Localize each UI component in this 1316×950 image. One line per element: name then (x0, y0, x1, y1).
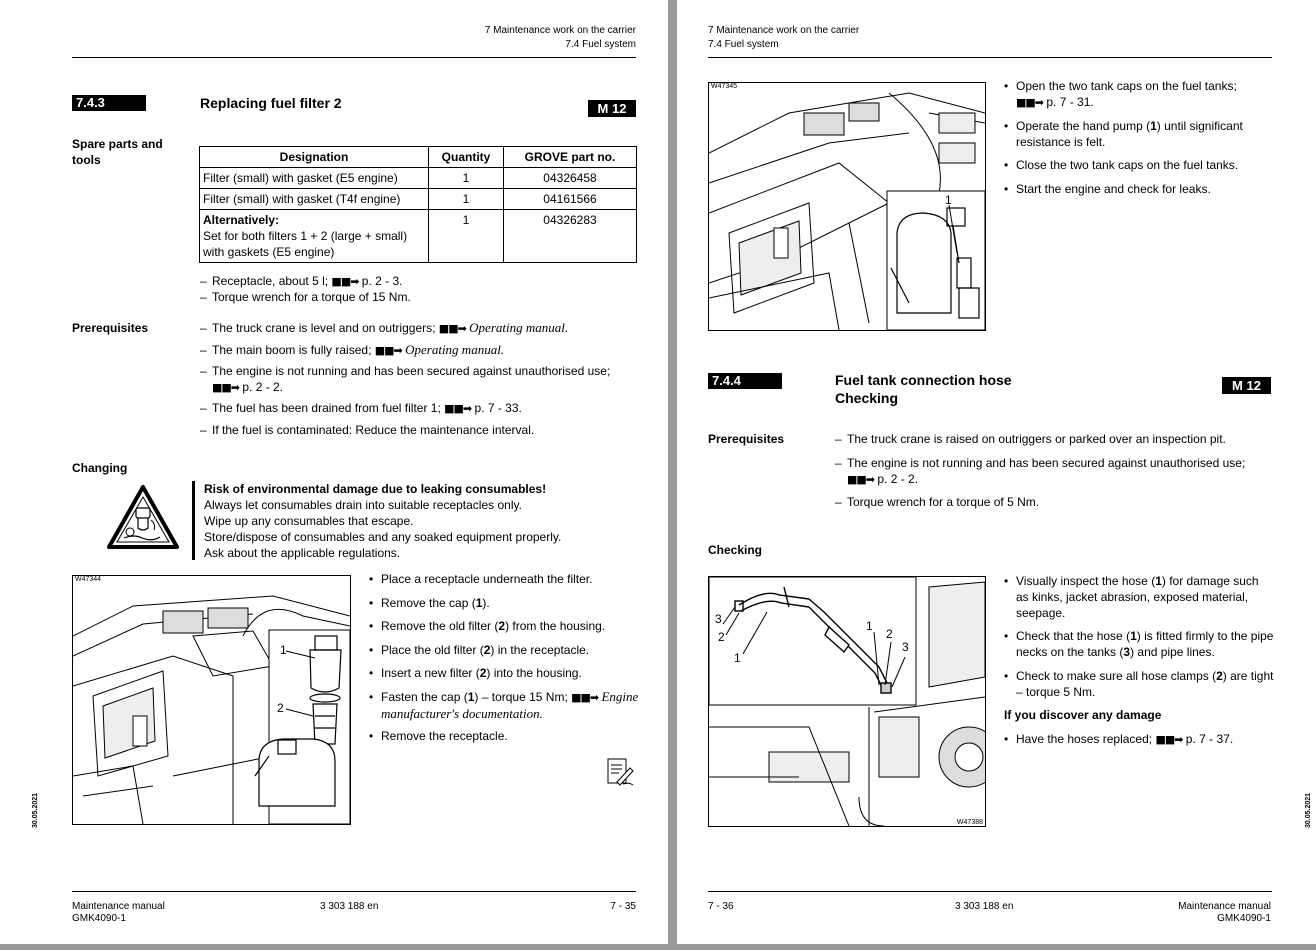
step-item (1004, 78, 1274, 111)
print-date: 30.05.2021 (1305, 792, 1312, 828)
step-item (1004, 628, 1274, 660)
checking-label: Checking (708, 543, 763, 557)
maintenance-interval-badge: M 12 (1222, 377, 1271, 394)
header-section: 7.4 Fuel system (708, 39, 779, 50)
header-rule (72, 57, 636, 58)
warning-title: Risk of environmental damage due to leaking consumables! (204, 482, 547, 496)
notes-icon (605, 756, 635, 788)
figure-id: W47345 (711, 83, 738, 90)
step-item (1004, 181, 1274, 197)
step-item (1004, 573, 1274, 621)
step-text: Fasten the cap ( (381, 690, 468, 704)
table-cell: 04326458 (504, 168, 637, 189)
header-chapter: 7 Maintenance work on the carrier (484, 25, 636, 36)
part-number: 1 (475, 596, 483, 610)
section-title-line: Fuel tank connection hose (835, 372, 1012, 388)
step-item (369, 728, 639, 744)
prerequisite-text: The engine is not running and has been secured against unauthorised use; (212, 364, 611, 378)
footer-rule (72, 891, 636, 892)
warning-bar (192, 481, 195, 560)
document-reference-link[interactable]: Operating manual. (405, 342, 505, 357)
page-header (485, 24, 636, 52)
footer-page-number: 7 - 35 (610, 901, 636, 912)
step-text: Open the two tank caps on the fuel tanks; (1016, 79, 1237, 93)
table-row (200, 189, 637, 210)
prerequisite-text: Torque wrench for a torque of 5 Nm. (847, 495, 1040, 509)
table-cell: 04326283 (504, 210, 637, 263)
footer-manual (1178, 901, 1271, 925)
step-text: Place the old filter ( (381, 643, 484, 657)
prerequisite-text: The truck crane is level and on outriggers; (212, 321, 436, 335)
page-reference-link[interactable]: p. 2 - 2. (877, 472, 919, 486)
step-text: Remove the old filter ( (381, 619, 499, 633)
callout-label: 3 (715, 612, 722, 626)
tool-item (200, 289, 640, 305)
hose-illustration (709, 577, 985, 826)
section-number: 7.4.4 (708, 373, 782, 389)
step-item (369, 665, 639, 681)
step-text: Visually inspect the hose ( (1016, 574, 1156, 588)
section-title (835, 371, 1012, 407)
step-item (369, 571, 639, 587)
step-item (1004, 731, 1274, 748)
part-number: 2 (483, 643, 491, 657)
step-item (1004, 157, 1274, 173)
part-number: 2 (498, 619, 506, 633)
part-number: 1 (1130, 629, 1137, 643)
table-cell: 1 (429, 189, 504, 210)
prerequisite-text: The fuel has been drained from fuel filter 1; (212, 401, 441, 415)
table-cell: Filter (small) with gasket (T4f engine) (200, 189, 429, 210)
warning-line: Ask about the applicable regulations. (204, 546, 401, 560)
tool-text: Receptacle, about 5 l; (212, 274, 329, 288)
callout-label: 2 (718, 630, 725, 644)
right-page (677, 0, 1316, 944)
footer-manual (72, 901, 165, 925)
prerequisite-item (200, 363, 636, 396)
step-text: ) into the housing. (486, 666, 582, 680)
footer-manual-name: Maintenance manual (72, 901, 165, 912)
document-reference-link[interactable]: Engine manufacturer's documentation. (381, 689, 639, 721)
step-text: ) for damage such as kinks, jacket abrasion, exposed material, seepage. (1016, 574, 1259, 620)
step-text: Insert a new filter ( (381, 666, 480, 680)
environment-warning-icon (106, 484, 180, 550)
prerequisite-text: The main boom is fully raised; (212, 343, 372, 357)
cross-reference-arrow-icon: ■■➡ (847, 473, 875, 486)
page-reference-link[interactable]: p. 7 - 33. (474, 401, 522, 415)
footer-model: GMK4090-1 (72, 913, 126, 924)
prerequisite-item (835, 455, 1271, 488)
cross-reference-arrow-icon: ■■➡ (1016, 96, 1044, 109)
prerequisite-text: The truck crane is raised on outriggers or parked over an inspection pit. (847, 432, 1226, 446)
alternatively-label: Alternatively: (203, 213, 280, 227)
table-header: Quantity (429, 147, 504, 168)
header-section: 7.4 Fuel system (565, 39, 636, 50)
fuel-filter-figure (72, 575, 351, 825)
maintenance-interval-badge: M 12 (588, 100, 636, 117)
cross-reference-arrow-icon: ■■➡ (212, 381, 240, 394)
footer-doc-number: 3 303 188 en (320, 901, 379, 912)
footer-model: GMK4090-1 (1217, 913, 1271, 924)
page-header (708, 24, 859, 52)
prerequisite-text: If the fuel is contaminated: Reduce the maintenance interval. (212, 423, 535, 437)
callout-label: 2 (886, 627, 893, 641)
section-title: Replacing fuel filter 2 (200, 95, 342, 111)
cross-reference-arrow-icon: ■■➡ (331, 275, 359, 288)
cross-reference-arrow-icon: ■■➡ (1155, 733, 1183, 746)
step-text: ) is fitted firmly to the pipe necks on the tanks ( (1016, 629, 1274, 659)
step-item (1004, 118, 1274, 150)
prerequisite-item (835, 431, 1275, 447)
page-reference-link[interactable]: p. 7 - 37. (1185, 732, 1234, 746)
figure-id: W47388 (956, 819, 983, 826)
step-text: ). (482, 596, 490, 610)
table-header-row (200, 147, 637, 168)
step-text: Check that the hose ( (1016, 629, 1131, 643)
document-reference-link[interactable]: Operating manual. (469, 320, 569, 335)
prerequisite-text: The engine is not running and has been secured against unauthorised use; (847, 456, 1246, 470)
step-text: ) in the receptacle. (490, 643, 590, 657)
step-text: ) until significant resistance is felt. (1016, 119, 1243, 149)
warning-line: Store/dispose of consumables and any soaked equipment properly. (204, 530, 562, 544)
step-item (369, 595, 639, 611)
print-date: 30.05.2021 (32, 792, 39, 828)
changing-label: Changing (72, 461, 128, 475)
step-text: Check to make sure all hose clamps ( (1016, 669, 1217, 683)
step-text: ) and pipe lines. (1130, 645, 1215, 659)
hand-pump-figure (708, 82, 986, 331)
table-header: GROVE part no. (504, 147, 637, 168)
part-number: 2 (1216, 669, 1223, 683)
callout-label: 1 (866, 619, 873, 633)
part-number: 1 (1150, 119, 1157, 133)
filter-illustration (73, 576, 350, 824)
step-item (369, 689, 641, 722)
page-reference-link[interactable]: p. 7 - 31. (1046, 95, 1094, 109)
cross-reference-arrow-icon: ■■➡ (444, 402, 472, 415)
callout-label: 1 (945, 193, 952, 207)
table-row (200, 210, 637, 263)
callout-label: 2 (277, 701, 284, 715)
step-item (1004, 668, 1274, 700)
prerequisite-item (200, 342, 640, 359)
hand-pump-illustration (709, 83, 985, 330)
step-text: Remove the receptacle. (381, 729, 508, 743)
step-text: Have the hoses replaced; (1016, 732, 1153, 746)
step-text: Place a receptacle underneath the filter. (381, 572, 593, 586)
page-reference-link[interactable]: p. 2 - 3. (361, 274, 403, 288)
part-number: 1 (467, 690, 475, 704)
table-cell: 1 (429, 168, 504, 189)
step-text: Close the two tank caps on the fuel tanks. (1016, 158, 1239, 172)
step-text: ) from the housing. (505, 619, 606, 633)
alternative-set-text: Set for both filters 1 + 2 (large + small) with gaskets (E5 engine) (203, 229, 408, 259)
footer-page-number: 7 - 36 (708, 901, 734, 912)
part-number: 3 (1123, 645, 1131, 659)
table-cell: 04161566 (504, 189, 637, 210)
callout-label: 1 (280, 643, 287, 657)
table-cell: 1 (429, 210, 504, 263)
part-number: 2 (479, 666, 487, 680)
prerequisite-item (200, 422, 640, 438)
header-rule (708, 57, 1272, 58)
table-row (200, 168, 637, 189)
cross-reference-arrow-icon: ■■➡ (374, 344, 402, 357)
tool-text: Torque wrench for a torque of 15 Nm. (212, 290, 411, 304)
warning-line: Wipe up any consumables that escape. (204, 514, 414, 528)
spare-parts-table (199, 146, 637, 263)
section-subtitle: Checking (835, 390, 899, 406)
footer-manual-name: Maintenance manual (1178, 901, 1271, 912)
step-item (369, 642, 639, 658)
section-number: 7.4.3 (72, 95, 146, 111)
cross-reference-arrow-icon: ■■➡ (438, 322, 466, 335)
part-number: 1 (1155, 574, 1162, 588)
figure-id: W47344 (75, 576, 102, 583)
warning-line: Always let consumables drain into suitable receptacles only. (204, 498, 522, 512)
callout-label: 1 (734, 651, 741, 665)
footer-rule (708, 891, 1272, 892)
step-text: Operate the hand pump ( (1016, 119, 1151, 133)
hose-figure (708, 576, 986, 827)
damage-heading: If you discover any damage (1004, 708, 1162, 722)
callout-label: 3 (902, 640, 909, 654)
header-chapter: 7 Maintenance work on the carrier (708, 25, 860, 36)
step-text: Start the engine and check for leaks. (1016, 182, 1211, 196)
table-cell (200, 210, 429, 263)
prerequisite-item (835, 494, 1275, 510)
step-text: Remove the cap ( (381, 596, 476, 610)
table-header: Designation (200, 147, 429, 168)
warning-text (204, 481, 644, 561)
page-reference-link[interactable]: p. 2 - 2. (242, 380, 284, 394)
step-text: ) – torque 15 Nm; (474, 690, 568, 704)
tool-item (200, 273, 640, 290)
footer-doc-number: 3 303 188 en (955, 901, 1014, 912)
prerequisite-item (200, 320, 640, 337)
table-cell: Filter (small) with gasket (E5 engine) (200, 168, 429, 189)
step-item (369, 618, 639, 634)
prerequisites-label: Prerequisites (708, 432, 785, 446)
step-text: ) are tight – torque 5 Nm. (1016, 669, 1274, 699)
cross-reference-arrow-icon: ■■➡ (571, 691, 599, 704)
prerequisites-label: Prerequisites (72, 321, 149, 335)
prerequisite-item (200, 400, 640, 417)
spare-parts-label: Spare parts and tools (72, 137, 163, 167)
